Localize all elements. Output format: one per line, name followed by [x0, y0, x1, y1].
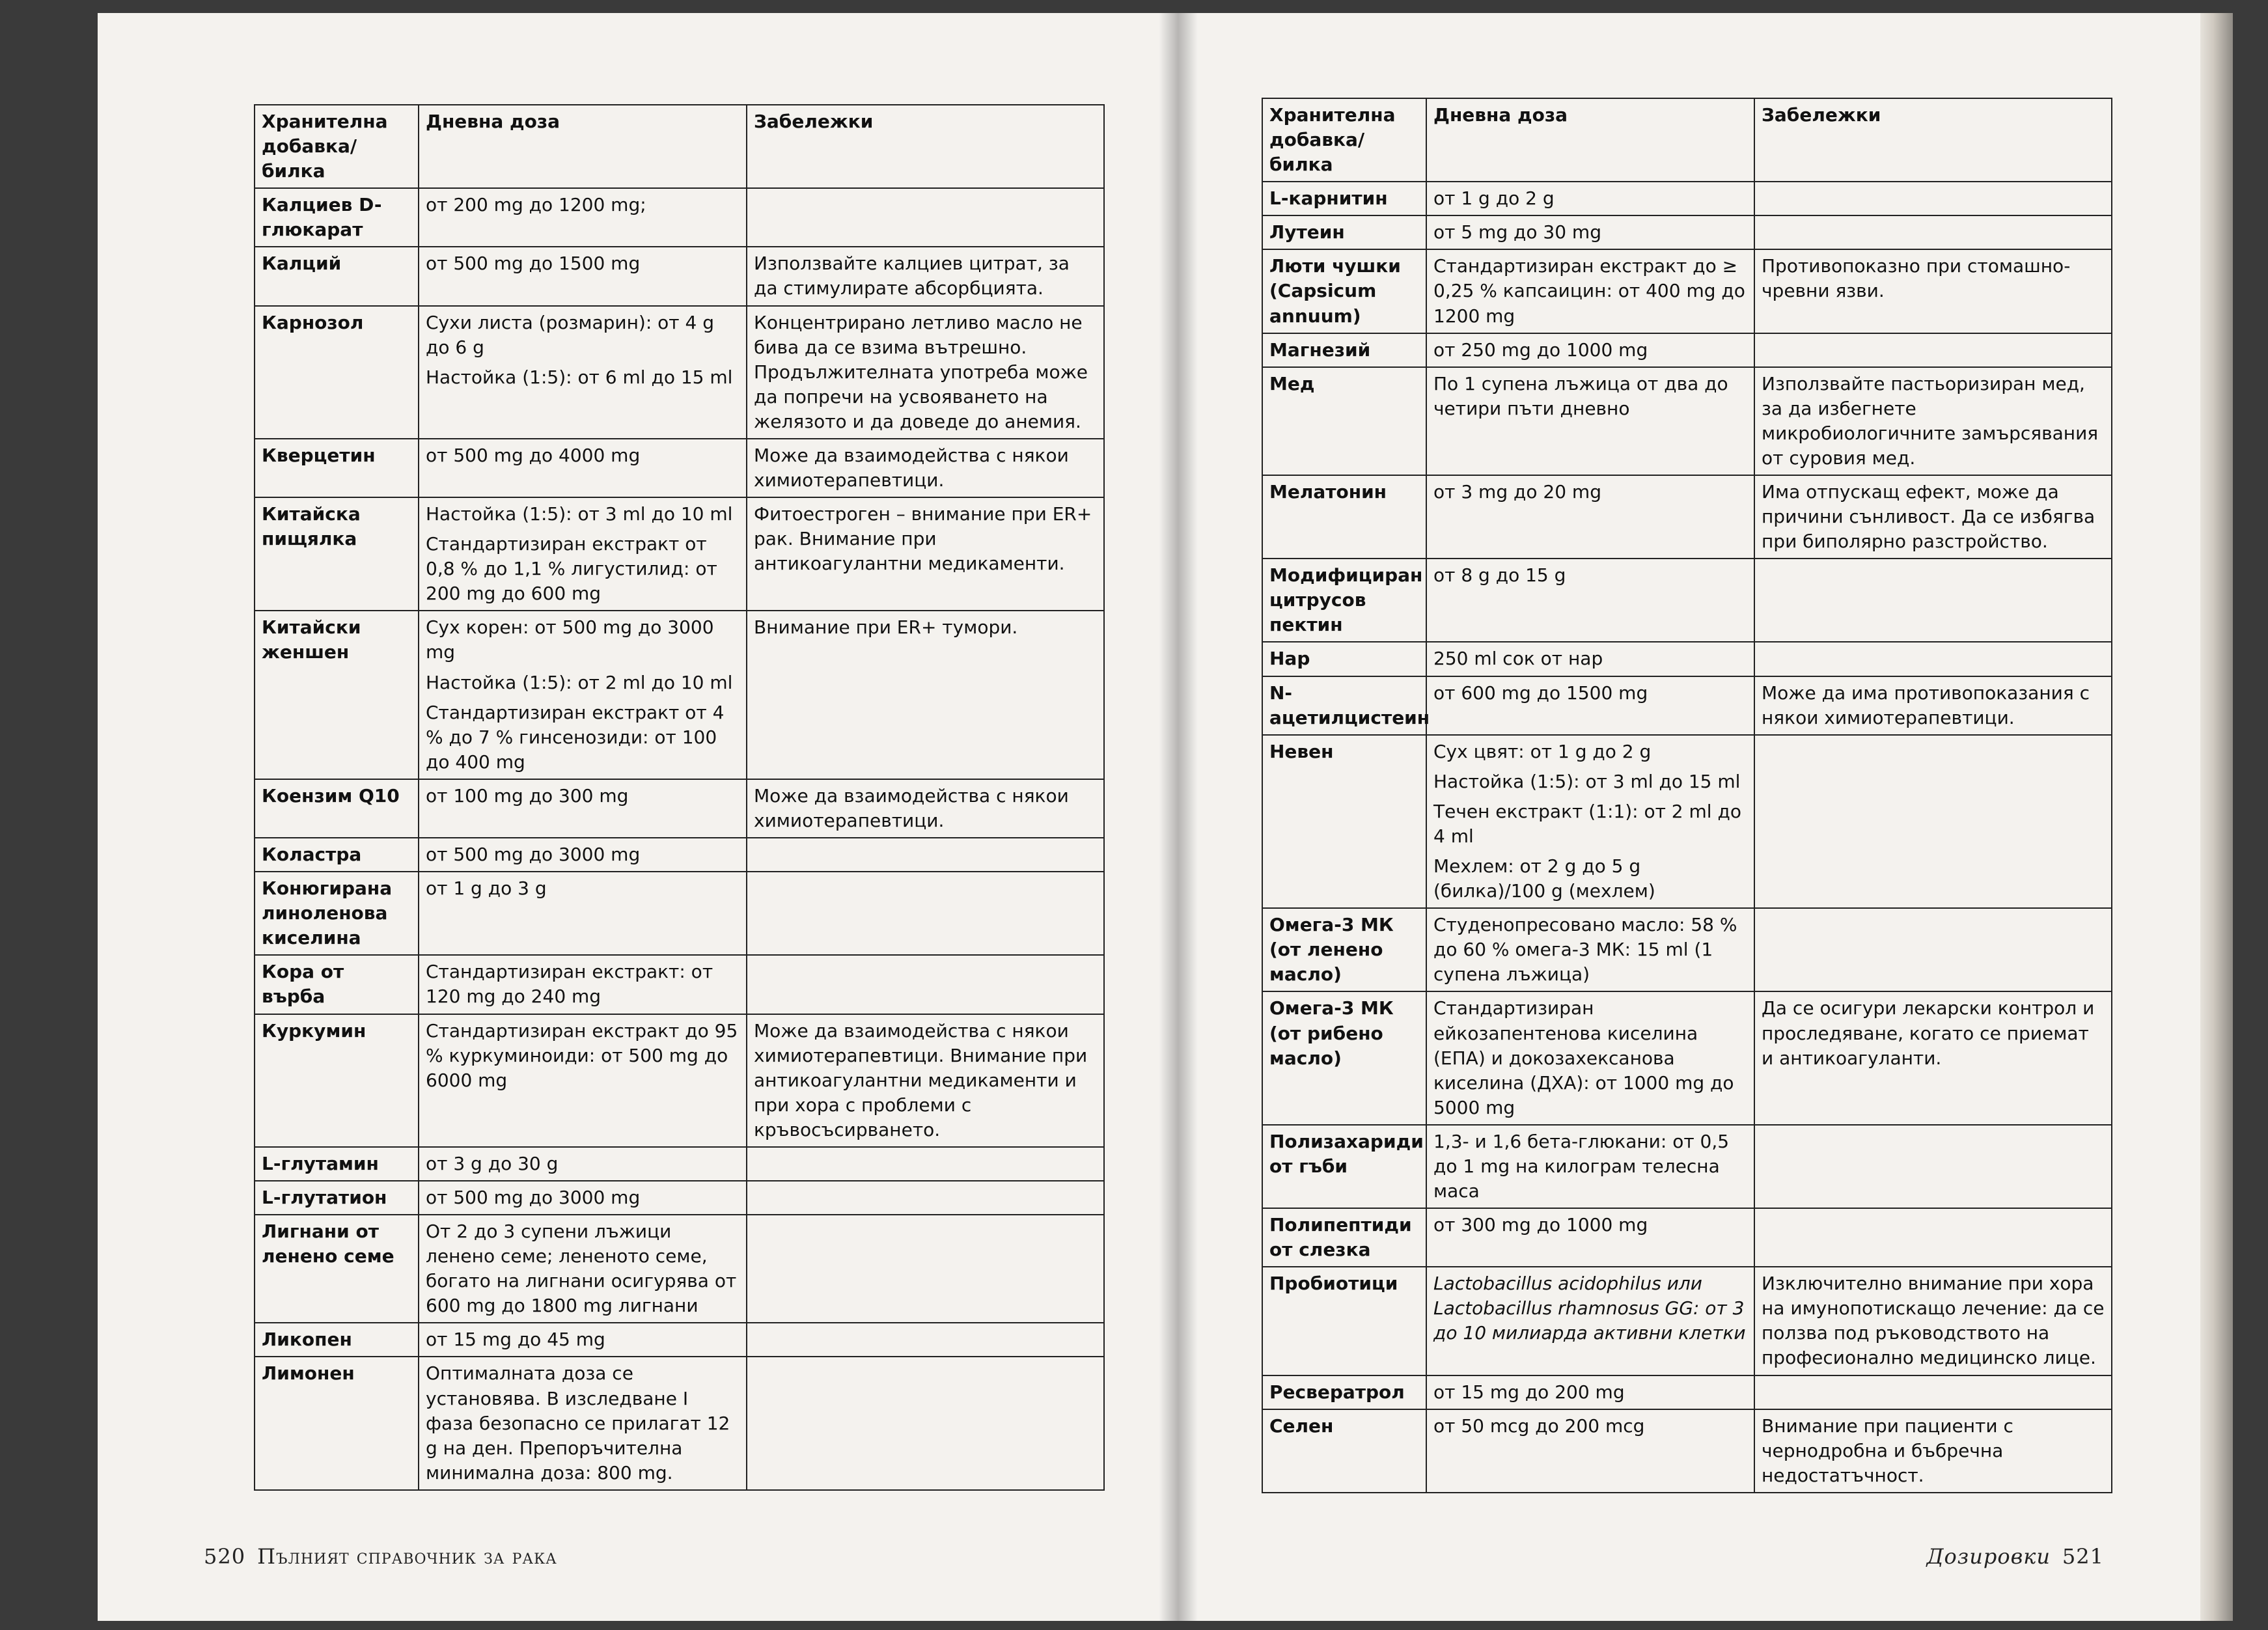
right-dosage-table: [1262, 98, 2112, 1493]
daily-dose: [419, 306, 747, 439]
notes: [747, 872, 1104, 955]
daily-dose: [1426, 367, 1754, 475]
table-row: [255, 611, 1104, 779]
supplement-name: Кора от върба: [255, 955, 419, 1014]
daily-dose: [419, 439, 747, 497]
right-table-body: [1262, 182, 2112, 1493]
supplement-name: Полизахариди от гъби: [1262, 1125, 1426, 1208]
notes: [747, 1181, 1104, 1215]
notes: [1754, 1208, 2112, 1267]
supplement-name: Невен: [1262, 735, 1426, 908]
left-dosage-table: [254, 104, 1105, 1491]
daily-dose: [419, 497, 747, 611]
daily-dose: [419, 1147, 747, 1181]
supplement-name: Коензим Q10: [255, 779, 419, 838]
notes: [1754, 182, 2112, 215]
note-line: Внимание при ER+ тумори.: [754, 616, 1018, 639]
header-name: Хранителна добавка/билка: [255, 105, 419, 188]
dose-line: Мехлем: от 2 g до 5 g (билка)/100 g (мехлем): [1433, 855, 1655, 902]
notes: [747, 955, 1104, 1014]
dose-line: от 200 mg до 1200 mg;: [426, 194, 646, 216]
daily-dose: [419, 247, 747, 305]
table-row: [1262, 676, 2112, 735]
table-row: [255, 188, 1104, 247]
supplement-name: Куркумин: [255, 1014, 419, 1147]
daily-dose: [419, 1357, 747, 1489]
table-row: [255, 1147, 1104, 1181]
supplement-name: Люти чушки (Capsicum annuum): [1262, 249, 1426, 333]
note-line: Фитоестроген – внимание при ER+ рак. Внимание при антикоагулантни медикаменти.: [754, 503, 1092, 575]
notes: [1754, 1267, 2112, 1375]
notes: [747, 1014, 1104, 1147]
table-row: [255, 1215, 1104, 1323]
table-row: [1262, 1409, 2112, 1493]
table-row: [255, 838, 1104, 872]
dose-line: от 15 mg до 45 mg: [426, 1329, 605, 1351]
right-footer: [1926, 1544, 2116, 1569]
daily-dose: [419, 955, 747, 1014]
dose-line: от 50 mcg до 200 mcg: [1433, 1415, 1645, 1437]
book-gutter: [1159, 13, 1198, 1621]
supplement-name: Калциев D-глюкарат: [255, 188, 419, 247]
dose-line: от 500 mg до 3000 mg: [426, 1186, 641, 1208]
table-row: [1262, 1375, 2112, 1409]
page-number: 520: [204, 1544, 246, 1569]
notes: [1754, 1409, 2112, 1493]
table-row: [1262, 182, 2112, 215]
table-row: [1262, 333, 2112, 367]
supplement-name: L-глутамин: [255, 1147, 419, 1181]
book-spread: [98, 13, 2233, 1621]
dose-line: от 100 mg до 300 mg: [426, 784, 629, 807]
dose-line: 250 ml сок от нар: [1433, 648, 1603, 670]
daily-dose: [419, 1323, 747, 1357]
header-dose: Дневна доза: [1426, 98, 1754, 182]
table-row: [1262, 475, 2112, 559]
notes: [747, 247, 1104, 305]
daily-dose: [1426, 676, 1754, 735]
daily-dose: [1426, 1267, 1754, 1375]
dose-line: от 500 mg до 3000 mg: [426, 844, 641, 866]
daily-dose: [419, 1181, 747, 1215]
note-line: Внимание при пациенти с чернодробна и бъбречна недостатъчност.: [1762, 1415, 2013, 1486]
daily-dose: [1426, 1125, 1754, 1208]
note-line: Може да има противопоказания с някои химиотерапевтици.: [1762, 682, 2090, 728]
notes: [1754, 735, 2112, 908]
supplement-name: Калций: [255, 247, 419, 305]
table-row: [1262, 642, 2112, 676]
daily-dose: [1426, 991, 1754, 1124]
notes: [1754, 215, 2112, 249]
table-row: [1262, 215, 2112, 249]
dose-line: от 3 g до 30 g: [426, 1152, 559, 1174]
daily-dose: [1426, 475, 1754, 559]
daily-dose: [419, 1215, 747, 1323]
dose-line: От 2 до 3 супени лъжици ленено семе; лененото семе, богато на лигнани осигурява от 600 mg до 1800 mg лигнани: [426, 1221, 737, 1317]
notes: [747, 611, 1104, 779]
dose-line: от 500 mg до 1500 mg: [426, 253, 641, 275]
notes: [1754, 367, 2112, 475]
dose-line: Стандартизиран екстракт до ≥ 0,25 % капсаицин: от 400 mg до 1200 mg: [1433, 255, 1745, 327]
table-row: [255, 1181, 1104, 1215]
dose-line: от 3 mg до 20 mg: [1433, 481, 1601, 503]
daily-dose: [1426, 182, 1754, 215]
daily-dose: [1426, 735, 1754, 908]
dose-line: Стандартизиран екстракт: от 120 mg до 240 mg: [426, 961, 713, 1008]
right-page: [1262, 98, 2111, 1493]
dose-line: Стандартизиран екстракт до 95 % куркуминоиди: от 500 mg до 6000 mg: [426, 1019, 738, 1091]
table-row: [1262, 991, 2112, 1124]
supplement-name: L-карнитин: [1262, 182, 1426, 215]
supplement-name: Лимонен: [255, 1357, 419, 1489]
dose-line: Стандартизиран ейкозапентенова киселина (ЕПА) и докозахексанова киселина (ДХА): от 1000 mg до 5000 mg: [1433, 997, 1734, 1118]
supplement-name: N-ацетилцистеин: [1262, 676, 1426, 735]
table-row: [255, 1357, 1104, 1489]
notes: [1754, 559, 2112, 642]
daily-dose: [419, 1014, 747, 1147]
dose-line: от 1 g до 3 g: [426, 877, 547, 900]
dose-line: от 600 mg до 1500 mg: [1433, 682, 1648, 704]
notes: [747, 838, 1104, 872]
table-row: [255, 497, 1104, 611]
supplement-name: L-глутатион: [255, 1181, 419, 1215]
note-line: Противопоказно при стомашно-чревни язви.: [1762, 255, 2071, 302]
note-line: Може да взаимодейства с някои химиотерапевтици. Внимание при антикоагулантни медикаменти и при хора с проблеми с кръвосъсирването.: [754, 1019, 1088, 1140]
table-row: [255, 247, 1104, 305]
daily-dose: [1426, 559, 1754, 642]
daily-dose: [1426, 908, 1754, 991]
notes: [747, 1215, 1104, 1323]
table-row: [255, 1323, 1104, 1357]
supplement-name: Омега-3 МК (от рибено масло): [1262, 991, 1426, 1124]
table-row: [1262, 1125, 2112, 1208]
dose-line: Сух корен: от 500 mg до 3000 mg: [426, 616, 714, 663]
dose-line: от 250 mg до 1000 mg: [1433, 338, 1648, 361]
dose-line: от 300 mg до 1000 mg: [1433, 1214, 1648, 1236]
dose-line: от 1 g до 2 g: [1433, 187, 1555, 210]
page-edge: [2200, 13, 2233, 1621]
table-header-row: [255, 105, 1104, 188]
table-row: [255, 955, 1104, 1014]
supplement-name: Полипептиди от слезка: [1262, 1208, 1426, 1267]
notes: [747, 188, 1104, 247]
notes: [1754, 908, 2112, 991]
dose-line: Стандартизиран екстракт от 0,8 % до 1,1 % лигустилид: от 200 mg до 600 mg: [426, 533, 717, 605]
table-row: [1262, 908, 2112, 991]
table-row: [255, 306, 1104, 439]
notes: [1754, 475, 2112, 559]
supplement-name: Магнезий: [1262, 333, 1426, 367]
note-line: Да се осигури лекарски контрол и проследяване, когато се приемат и антикоагуланти.: [1762, 997, 2095, 1069]
daily-dose: [1426, 642, 1754, 676]
daily-dose: [1426, 215, 1754, 249]
dose-line: от 8 g до 15 g: [1433, 564, 1566, 587]
supplement-name: Лигнани от ленено семе: [255, 1215, 419, 1323]
daily-dose: [419, 779, 747, 838]
notes: [747, 439, 1104, 497]
notes: [1754, 249, 2112, 333]
notes: [1754, 1125, 2112, 1208]
supplement-name: Конюгирана линоленова киселина: [255, 872, 419, 955]
dose-line: Сухи листа (розмарин): от 4 g до 6 g: [426, 311, 715, 358]
supplement-name: Лутеин: [1262, 215, 1426, 249]
note-line: Концентрирано летливо масло не бива да се взима вътрешно. Продължителната употреба може да попречи на усвояването на желязото и да доведе до анемия.: [754, 311, 1088, 432]
running-title: Дозировки: [1926, 1544, 2051, 1569]
daily-dose: [1426, 333, 1754, 367]
left-table-body: [255, 188, 1104, 1490]
table-row: [1262, 735, 2112, 908]
dose-line: 1,3- и 1,6 бета-глюкани: от 0,5 до 1 mg на килограм телесна маса: [1433, 1130, 1730, 1202]
daily-dose: [1426, 249, 1754, 333]
daily-dose: [419, 188, 747, 247]
supplement-name: Карнозол: [255, 306, 419, 439]
supplement-name: Пробиотици: [1262, 1267, 1426, 1375]
notes: [747, 1357, 1104, 1489]
note-line: Изключително внимание при хора на имунопотискащо лечение: да се ползва под ръководството на професионално медицинско лице.: [1762, 1273, 2105, 1369]
table-row: [255, 439, 1104, 497]
header-notes: Забележки: [747, 105, 1104, 188]
dose-line: Lactobacillus acidophilus или Lactobacillus rhamnosus GG: от 3 до 10 милиарда активни клетки: [1433, 1273, 1746, 1344]
supplement-name: Ликопен: [255, 1323, 419, 1357]
supplement-name: Китайски женшен: [255, 611, 419, 779]
notes: [1754, 676, 2112, 735]
notes: [747, 1147, 1104, 1181]
daily-dose: [419, 838, 747, 872]
daily-dose: [419, 872, 747, 955]
supplement-name: Китайска пищялка: [255, 497, 419, 611]
dose-line: Сух цвят: от 1 g до 2 g: [1433, 740, 1652, 762]
daily-dose: [1426, 1208, 1754, 1267]
supplement-name: Ресвератрол: [1262, 1375, 1426, 1409]
table-header-row: [1262, 98, 2112, 182]
note-line: Има отпускащ ефект, може да причини сънливост. Да се избягва при биполярно разстройство.: [1762, 481, 2095, 553]
dose-line: Течен екстракт (1:1): от 2 ml до 4 ml: [1433, 800, 1741, 847]
notes: [747, 779, 1104, 838]
dose-line: от 15 mg до 200 mg: [1433, 1381, 1625, 1403]
supplement-name: Модифициран цитрусов пектин: [1262, 559, 1426, 642]
note-line: Използвайте пастьоризиран мед, за да избегнете микробиологичните замърсявания от суровия мед.: [1762, 372, 2099, 469]
page-number: 521: [2062, 1544, 2104, 1569]
table-row: [255, 872, 1104, 955]
table-row: [255, 1014, 1104, 1147]
notes: [1754, 642, 2112, 676]
dose-line: Настойка (1:5): от 3 ml до 10 ml: [426, 503, 733, 525]
header-name: Хранителна добавка/билка: [1262, 98, 1426, 182]
left-footer: [192, 1544, 557, 1569]
running-title: Пълният справочник за рака: [257, 1544, 557, 1569]
table-row: [1262, 367, 2112, 475]
dose-line: Оптималната доза се установява. В изследване I фаза безопасно се прилагат 12 g на ден. Препоръчителна минимална доза: 800 mg.: [426, 1362, 730, 1484]
daily-dose: [419, 611, 747, 779]
note-line: Може да взаимодейства с някои химиотерапевтици.: [754, 784, 1069, 831]
supplement-name: Мед: [1262, 367, 1426, 475]
dose-line: Стандартизиран екстракт от 4 % до 7 % гинсенозиди: от 100 до 400 mg: [426, 701, 725, 773]
table-row: [1262, 249, 2112, 333]
notes: [1754, 991, 2112, 1124]
dose-line: Настойка (1:5): от 6 ml до 15 ml: [426, 366, 733, 388]
supplement-name: Омега-3 МК (от ленено масло): [1262, 908, 1426, 991]
dose-line: от 500 mg до 4000 mg: [426, 444, 641, 466]
header-notes: Забележки: [1754, 98, 2112, 182]
table-row: [1262, 559, 2112, 642]
table-row: [1262, 1208, 2112, 1267]
dose-line: По 1 супена лъжица от два до четири пъти дневно: [1433, 372, 1728, 419]
dose-line: Настойка (1:5): от 2 ml до 10 ml: [426, 671, 733, 693]
supplement-name: Кверцетин: [255, 439, 419, 497]
supplement-name: Коластра: [255, 838, 419, 872]
notes: [747, 306, 1104, 439]
supplement-name: Нар: [1262, 642, 1426, 676]
notes: [747, 497, 1104, 611]
table-row: [255, 779, 1104, 838]
notes: [1754, 333, 2112, 367]
note-line: Може да взаимодейства с някои химиотерапевтици.: [754, 444, 1069, 491]
supplement-name: Мелатонин: [1262, 475, 1426, 559]
dose-line: от 5 mg до 30 mg: [1433, 221, 1601, 243]
daily-dose: [1426, 1409, 1754, 1493]
notes: [747, 1323, 1104, 1357]
table-row: [1262, 1267, 2112, 1375]
daily-dose: [1426, 1375, 1754, 1409]
left-page: [254, 104, 1103, 1491]
header-dose: Дневна доза: [419, 105, 747, 188]
supplement-name: Селен: [1262, 1409, 1426, 1493]
dose-line: Настойка (1:5): от 3 ml до 15 ml: [1433, 770, 1741, 792]
note-line: Използвайте калциев цитрат, за да стимулирате абсорбцията.: [754, 253, 1070, 299]
dose-line: Студенопресовано масло: 58 % до 60 % омега-3 МК: 15 ml (1 супена лъжица): [1433, 914, 1737, 986]
notes: [1754, 1375, 2112, 1409]
